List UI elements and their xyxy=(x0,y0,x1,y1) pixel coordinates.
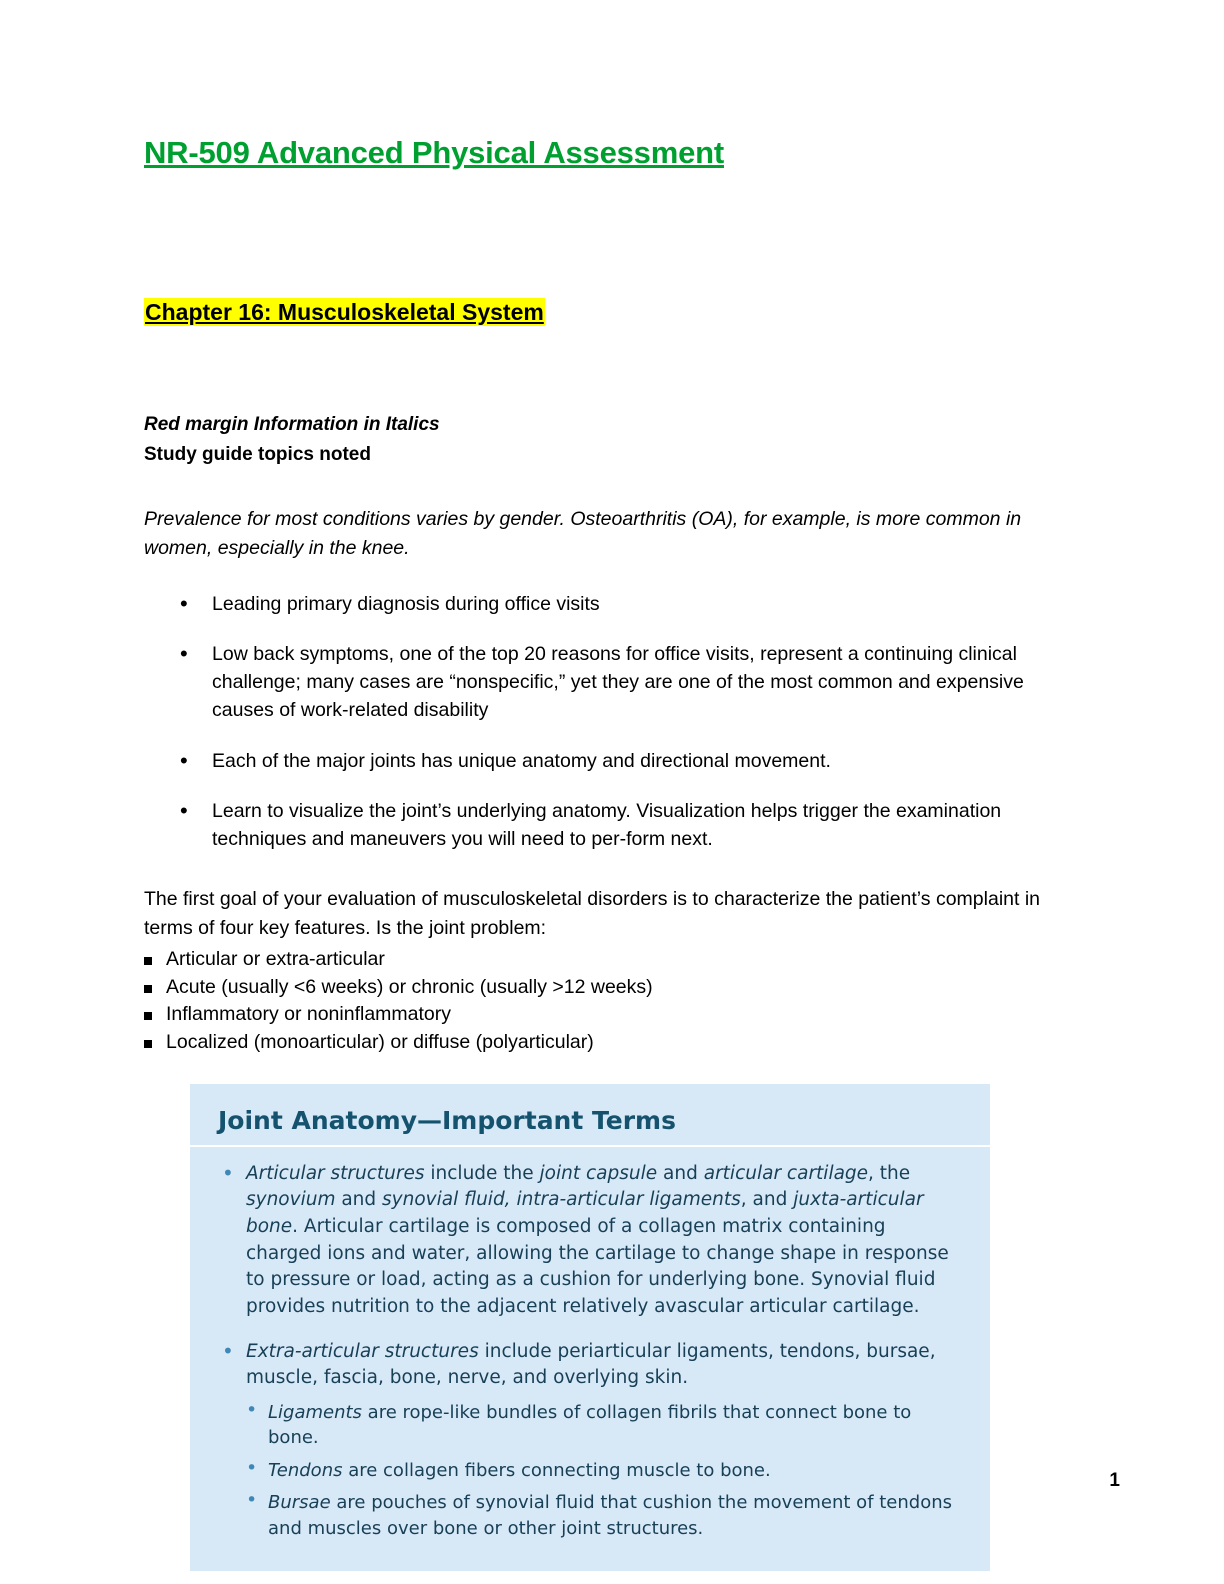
term-ligaments: Ligaments xyxy=(268,1401,362,1423)
intro-paragraph: Prevalence for most conditions varies by gender. Osteoarthritis (OA), for example, is more common in women, especially in the knee. xyxy=(144,508,1022,560)
term-synovium: synovium xyxy=(246,1189,336,1211)
joint-anatomy-box xyxy=(190,1081,990,1572)
key-features-list xyxy=(144,942,1074,1057)
extra-articular-text: include periarticular ligaments, tendons, bursae, muscle, fascia, bone, nerve, and overlying skin. xyxy=(246,1340,936,1389)
list-item: Localized (monoarticular) or diffuse (polyarticular) xyxy=(144,1029,1074,1057)
joint-anatomy-sublist xyxy=(246,1400,960,1542)
term-articular-structures: Articular structures xyxy=(246,1162,425,1184)
list-item: • Leading primary diagnosis during office visits xyxy=(144,590,1074,618)
bursae-text: are pouches of synovial fluid that cushion the movement of tendons and muscles over bone or other joint structures. xyxy=(268,1492,953,1539)
list-item: • Low back symptoms, one of the top 20 reasons for office visits, represent a continuing clinical challenge; many cases are “nonspecific,” yet they are one of the most common and expensive causes of work-related disability xyxy=(144,640,1074,725)
document-title: NR-509 Advanced Physical Assessment xyxy=(144,135,724,170)
list-item: Inflammatory or noninflammatory xyxy=(144,1001,1074,1029)
term-articular-cartilage: articular cartilage xyxy=(703,1162,869,1184)
term-bursae: Bursae xyxy=(268,1492,331,1514)
list-item-bursae xyxy=(246,1490,960,1541)
joint-anatomy-list xyxy=(190,1161,990,1542)
list-item: • Learn to visualize the joint’s underlying anatomy. Visualization helps trigger the examination techniques and maneuvers you will need to per-form next. xyxy=(144,797,1074,854)
term-extra-articular-structures: Extra-articular structures xyxy=(246,1340,479,1362)
term-tendons: Tendons xyxy=(268,1459,343,1481)
text-f: . Articular cartilage is composed of a collagen matrix containing charged ions and water, allowing the cartilage to change shape in response to pressure or load, acting as a cushion for underlying bone. Synovial fluid provides nutrition to the adjacent relatively avascular articular cartilage. xyxy=(246,1216,949,1317)
term-synovial-fluid: synovial fluid, intra-articular ligaments xyxy=(382,1189,741,1211)
note-line-italic: Red margin Information in Italics xyxy=(144,414,440,436)
chapter-heading-text: Chapter 16: Musculoskeletal System xyxy=(145,298,544,325)
text-b: and xyxy=(657,1162,704,1184)
list-item-ligaments xyxy=(246,1400,960,1451)
text-a: include the xyxy=(424,1162,540,1184)
text-e: , and xyxy=(740,1189,794,1211)
goal-paragraph: The first goal of your evaluation of musculoskeletal disorders is to characterize the patient’s complaint in terms of four key features. Is the joint problem: xyxy=(144,888,1041,939)
text-d: and xyxy=(335,1189,383,1211)
bullet-list xyxy=(144,564,1074,854)
list-item: Acute (usually <6 weeks) or chronic (usually >12 weeks) xyxy=(144,974,1074,1002)
ligaments-text: are rope-like bundles of collagen fibrils that connect bone to bone. xyxy=(268,1401,912,1449)
list-item-extra-articular-structures xyxy=(220,1339,960,1542)
list-item: Articular or extra-articular xyxy=(144,946,1074,974)
list-item: • Each of the major joints has unique anatomy and directional movement. xyxy=(144,747,1074,775)
chapter-heading xyxy=(144,171,1074,327)
term-joint-capsule: joint capsule xyxy=(539,1162,658,1184)
list-item-articular-structures xyxy=(220,1161,960,1321)
term-juxta-articular-bone: juxta-articular bone xyxy=(246,1189,924,1237)
note-block xyxy=(144,326,1074,469)
text-c: , the xyxy=(868,1162,911,1184)
list-item-tendons xyxy=(246,1458,960,1484)
tendons-text: are collagen fibers connecting muscle to bone. xyxy=(342,1459,771,1481)
page-content xyxy=(144,0,1074,1571)
joint-anatomy-box-title: Joint Anatomy—Important Terms xyxy=(190,1084,990,1147)
note-line-study-guide: Study guide topics noted xyxy=(144,443,371,465)
page-number: 1 xyxy=(1109,1470,1120,1491)
